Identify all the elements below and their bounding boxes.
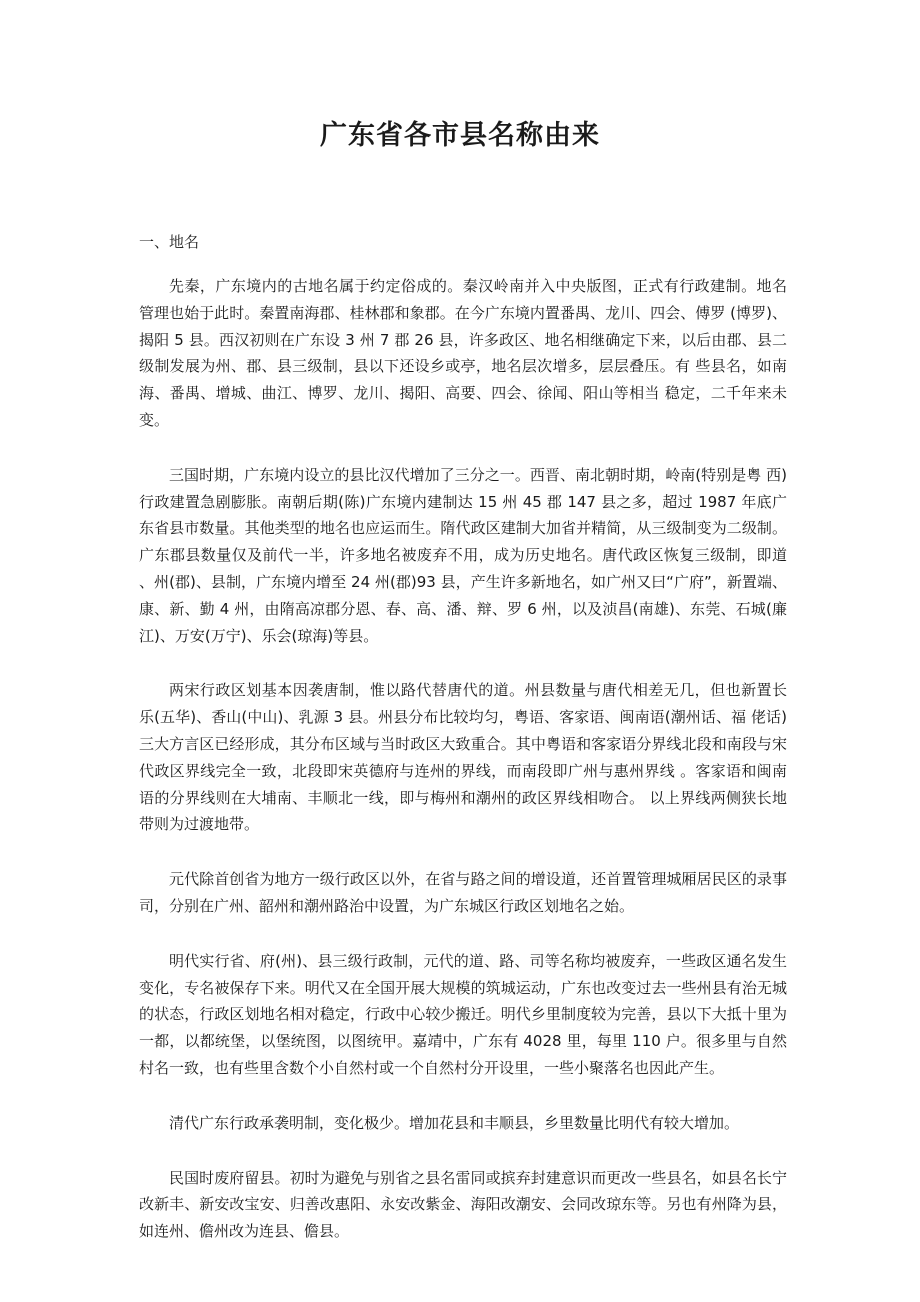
document-title: 广东省各市县名称由来 xyxy=(320,120,600,151)
paragraph-song: 两宋行政区划基本因袭唐制，惟以路代替唐代的道。州县数量与唐代相差无几，但也新置长 乐(五华)、香山(中山)、乳源 3 县。州县分布比较均匀，粤语、客家语、闽南语(潮州话、福 佬话)三大方言区已经形成，其分布区域与当时政区大致重合。其中粤语和客家语分界线北段和南段与宋代政区界线完全一致，北段即宋英德府与连州的界线，而南段即广州与惠州界线 。客家语和闽南语的分界线则在大埔南、丰顺北一线，即与梅州和潮州的政区界线相吻合。 以上界线两侧狭长地带则为过渡地带。 xyxy=(139,681,787,834)
paragraph-yuan: 元代除首创省为地方一级行政区以外，在省与路之间的增设道，还首置管理城厢居民区的录事司，分别在广州、韶州和潮州路治中设置，为广东城区行政区划地名之始。 xyxy=(139,870,787,915)
paragraph-qing: 清代广东行政承袭明制，变化极少。增加花县和丰顺县，乡里数量比明代有较大增加。 xyxy=(169,1113,740,1132)
paragraph-republic: 民国时废府留县。初时为避免与别省之县名雷同或摈弃封建意识而更改一些县名，如县名长宁改新丰、新安改宝安、归善改惠阳、永安改紫金、海阳改潮安、会同改琼东等。另也有州降为县，如连州、儋州改为连县、儋县。 xyxy=(139,1168,787,1241)
paragraph-three-kingdoms: 三国时期，广东境内设立的县比汉代增加了三分之一。西晋、南北朝时期，岭南(特别是粤 西)行政建置急剧膨胀。南朝后期(陈)广东境内建制达 15 州 45 郡 147 县之多，超过 1987 年底广东省县市数量。其他类型的地名也应运而生。隋代政区建制大加省并精简，从三级制变为二级制。广东郡县数量仅及前代一半，许多地名被废弃不用，成为历史地名。唐代政区恢复三级制，即道 、州(郡)、县制，广东境内增至 24 州(郡)93 县，产生许多新地名，如广州又曰“广府”，新置端、康、新、勤 4 州，由隋高凉郡分恩、春、高、潘、辩、罗 6 州，以及浈昌(南雄)、东莞、石城(廉江)、万安(万宁)、乐会(琼海)等县。 xyxy=(139,465,787,645)
section-heading: 一、地名 xyxy=(139,233,200,251)
paragraph-pre-qin: 先秦，广东境内的古地名属于约定俗成的。秦汉岭南并入中央版图，正式有行政建制。地名 管理也始于此时。秦置南海郡、桂林郡和象郡。在今广东境内置番禺、龙川、四会、傅罗 (博罗)、揭阳 5 县。西汉初则在广东设 3 州 7 郡 26 县，许多政区、地名相继确定下来，以后由郡、县二级制发展为州、郡、县三级制，县以下还设乡或亭，地名层次增多，层层叠压。有 些县名，如南海、番禺、增城、曲江、博罗、龙川、揭阳、高要、四会、徐闻、阳山等相当 稳定，二千年来未变。 xyxy=(139,277,787,429)
paragraph-ming: 明代实行省、府(州)、县三级行政制，元代的道、路、司等名称均被废弃，一些政区通名发生变化，专名被保存下来。明代又在全国开展大规模的筑城运动，广东也改变过去一些州县有治无城的状态，行政区划地名相对稳定，行政中心较少搬迁。明代乡里制度较为完善，县以下大抵十里为一都，以都统堡，以堡统图，以图统甲。嘉靖中，广东有 4028 里，每里 110 户。很多里与自然村名一致，也有些里含数个小自然村或一个自然村分开设里，一些小聚落名也因此产生。 xyxy=(139,951,787,1077)
document-body xyxy=(139,273,787,1273)
